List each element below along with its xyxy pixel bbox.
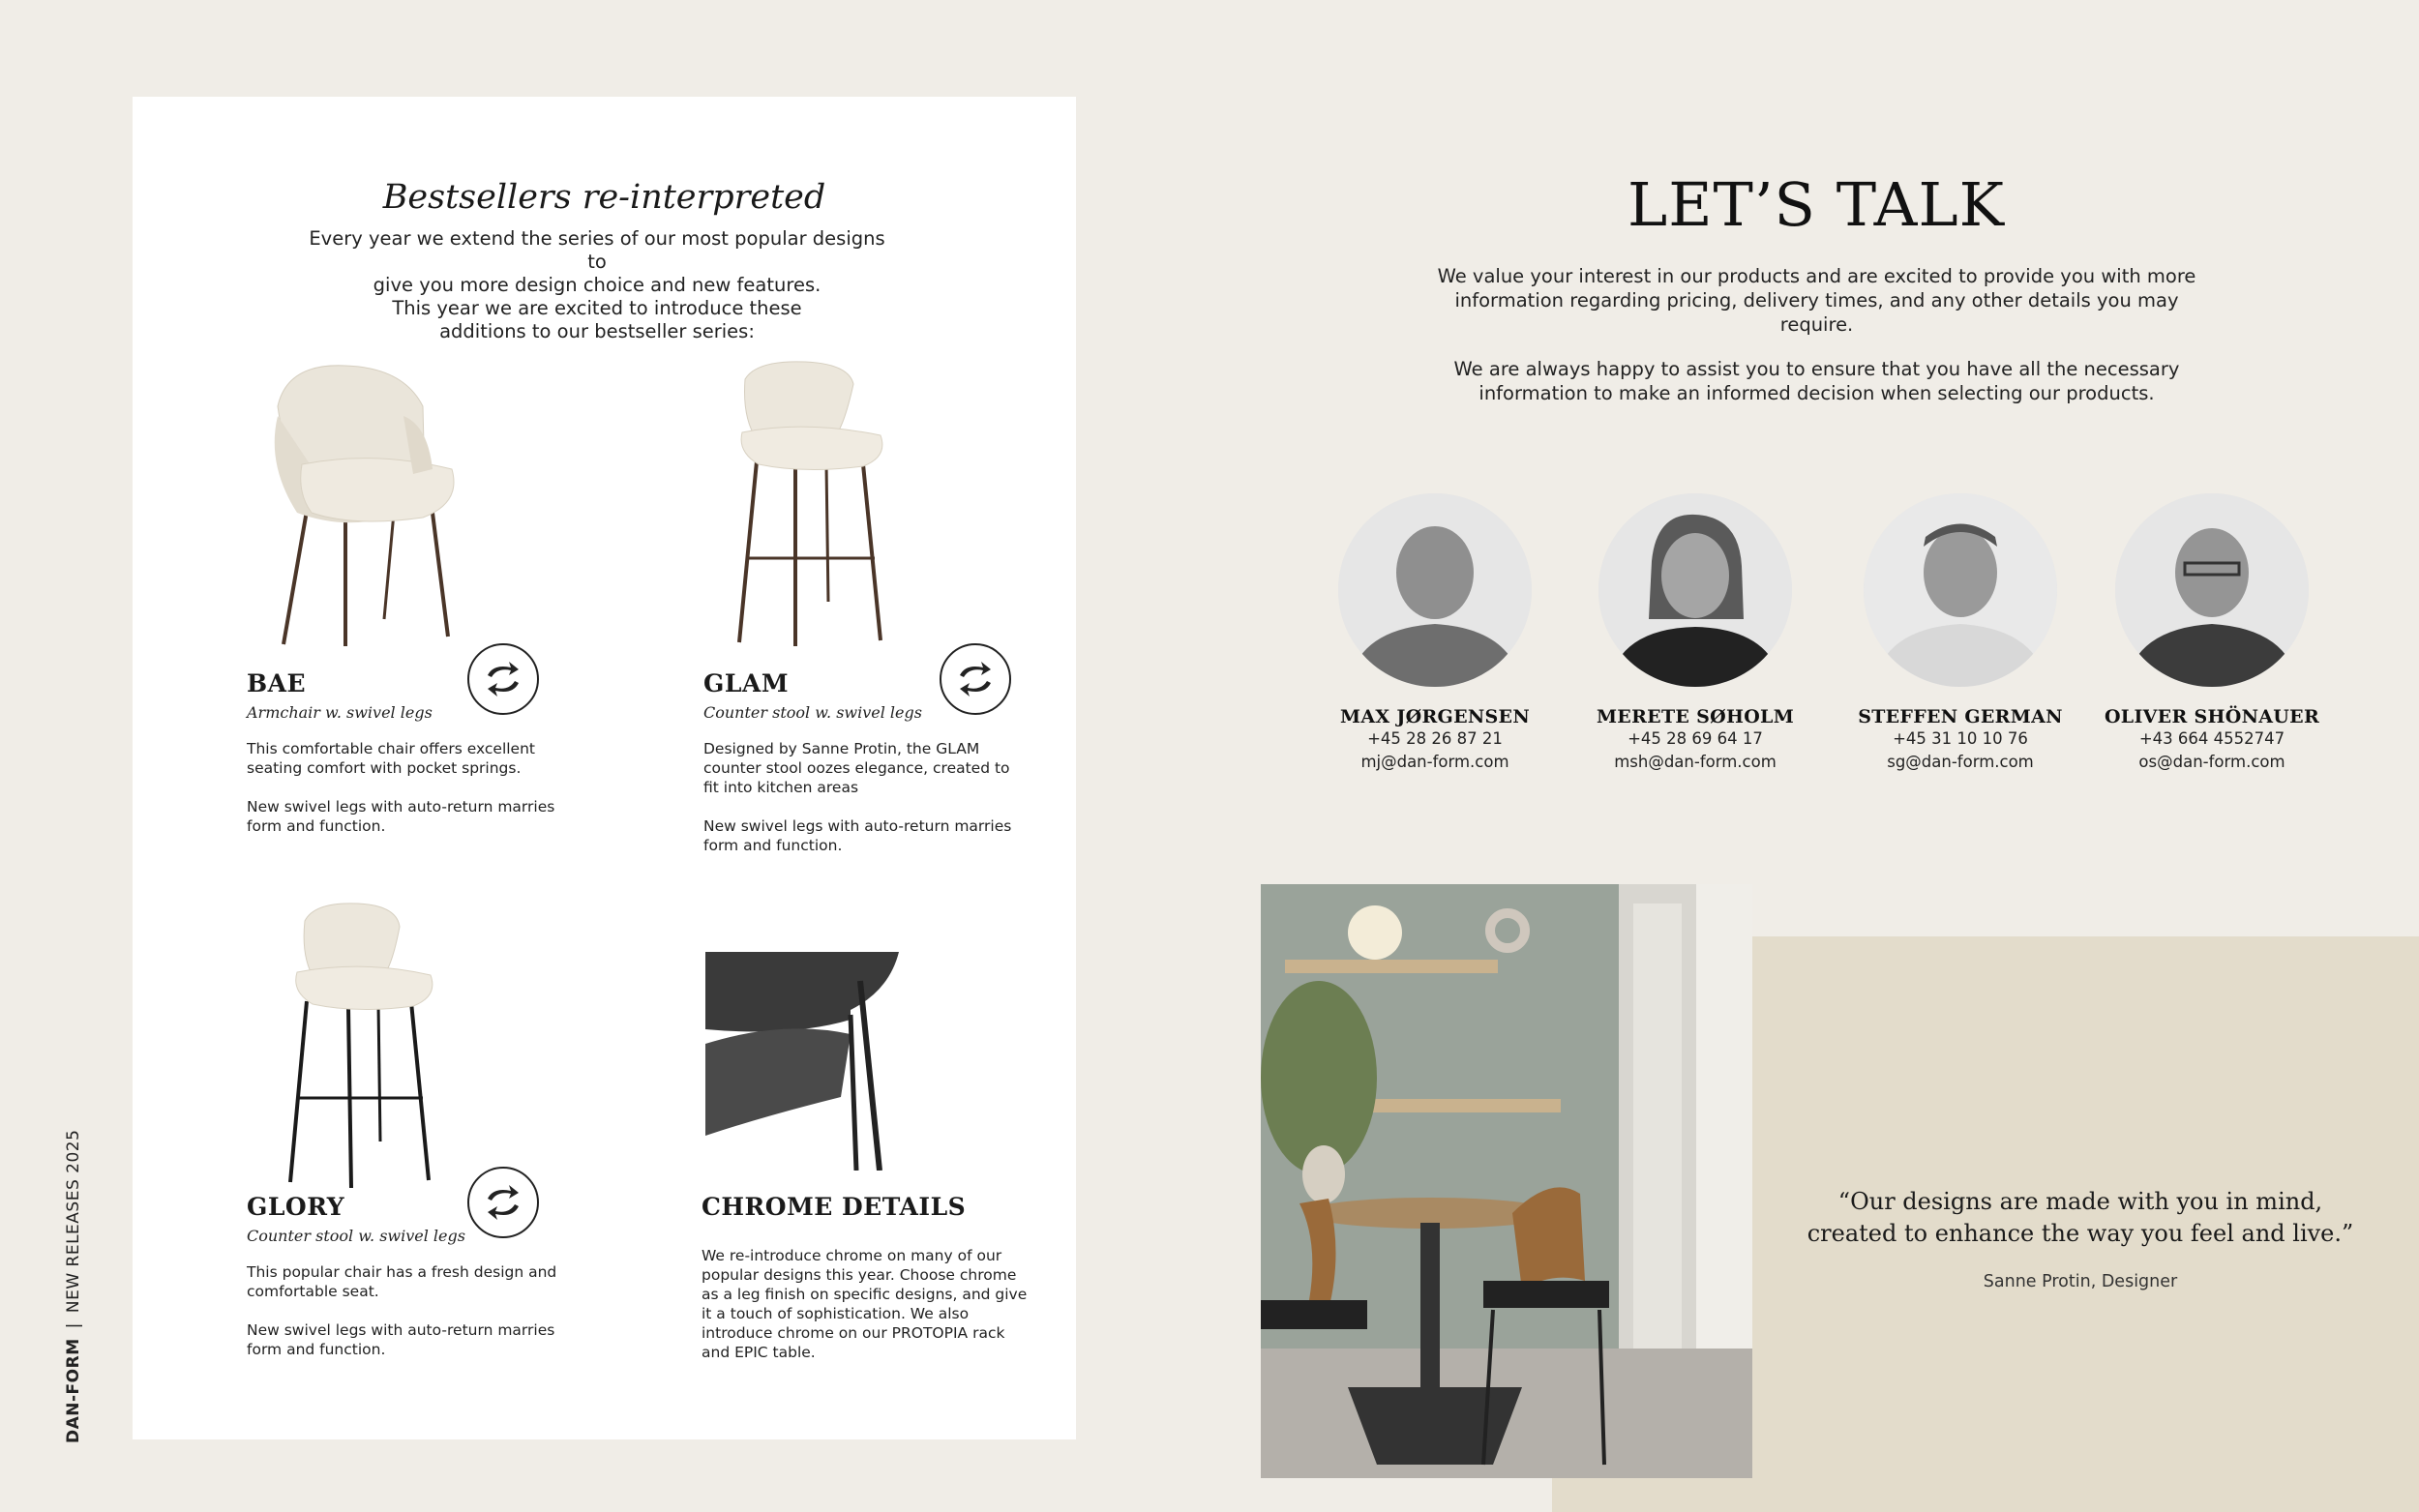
- product-name: BAE: [247, 669, 307, 697]
- product-desc: We re-introduce chrome on many of our popular designs this year. Choose chrome as a leg finish on specific designs, and give it a touch of sophistication. We also introduce chrome on our PROTOPIA rack and EPIC table.: [702, 1247, 1028, 1361]
- contact-name: OLIVER SHÖNAUER: [2104, 706, 2320, 727]
- bae-armchair-image: [258, 358, 471, 648]
- product-name: GLAM: [703, 669, 789, 697]
- spine-edition: NEW RELEASES 2025: [64, 1129, 83, 1314]
- intro-text: [307, 227, 887, 343]
- quote-line: created to enhance the way you feel and live.”: [1807, 1220, 2354, 1247]
- bestsellers-page: [133, 97, 1076, 1439]
- lets-talk-title: LET’S TALK: [1628, 169, 2005, 240]
- avatar: [1598, 493, 1792, 687]
- page-title: Bestsellers re-interpreted: [382, 178, 826, 217]
- spine-separator: |: [64, 1322, 83, 1329]
- intro-line: This year we are excited to introduce these: [392, 297, 802, 319]
- swivel-icon: [467, 1167, 539, 1238]
- avatar: [1864, 493, 2057, 687]
- intro-line: additions to our bestseller series:: [439, 320, 755, 342]
- contact-phone: +45 28 69 64 17: [1628, 729, 1763, 748]
- product-chrome-details: [702, 1193, 1030, 1381]
- contact-email[interactable]: sg@dan-form.com: [1887, 753, 2034, 771]
- glam-stool-image: [718, 360, 902, 650]
- contact-phone: +45 28 26 87 21: [1367, 729, 1503, 748]
- contact-email[interactable]: msh@dan-form.com: [1614, 753, 1777, 771]
- product-desc: New swivel legs with auto-return marries form and function.: [247, 1321, 555, 1358]
- glory-stool-image: [276, 900, 450, 1190]
- product-desc: This popular chair has a fresh design and comfortable seat.: [247, 1263, 557, 1300]
- product-desc: New swivel legs with auto-return marries form and function.: [703, 817, 1012, 854]
- contact-phone: +45 31 10 10 76: [1893, 729, 2028, 748]
- intro-line: Every year we extend the series of our most popular designs to: [309, 227, 885, 273]
- swivel-icon: [940, 643, 1011, 715]
- avatar: [1338, 493, 1532, 687]
- product-subtitle: Counter stool w. swivel legs: [703, 703, 922, 722]
- product-desc: New swivel legs with auto-return marries form and function.: [247, 798, 555, 835]
- designer-quote: [1800, 1186, 2361, 1250]
- contact-name: MAX JØRGENSEN: [1339, 706, 1530, 727]
- product-name: CHROME DETAILS: [702, 1193, 967, 1221]
- product-subtitle: Counter stool w. swivel legs: [247, 1227, 465, 1245]
- product-subtitle: Armchair w. swivel legs: [247, 703, 433, 722]
- intro-paragraph: We value your interest in our products and are excited to provide you with more information regarding pricing, delivery times, and any other details you may require.: [1437, 265, 2196, 336]
- contact-name: STEFFEN GERMAN: [1858, 706, 2063, 727]
- product-name: GLORY: [247, 1193, 345, 1221]
- spine-text: [64, 1037, 93, 1443]
- intro-line: give you more design choice and new features.: [373, 274, 821, 296]
- contact-card: [1299, 493, 1570, 774]
- swivel-icon: [467, 643, 539, 715]
- quote-author: Sanne Protin, Designer: [1983, 1272, 2178, 1291]
- contact-card: [1560, 493, 1831, 774]
- spine-brand: DAN-FORM: [64, 1338, 83, 1443]
- contact-card: [2076, 493, 2347, 774]
- contact-card: [1825, 493, 2096, 774]
- product-desc: This comfortable chair offers excellent seating comfort with pocket springs.: [247, 740, 535, 777]
- contact-phone: +43 664 4552747: [2138, 729, 2285, 748]
- intro-paragraph: We are always happy to assist you to ensure that you have all the necessary information to make an informed decision when selecting our products.: [1453, 358, 2180, 404]
- contact-email[interactable]: os@dan-form.com: [2138, 753, 2285, 771]
- contact-name: MERETE SØHOLM: [1596, 706, 1795, 727]
- product-desc: Designed by Sanne Protin, the GLAM counter stool oozes elegance, created to fit into kitchen areas: [703, 740, 1010, 796]
- avatar: [2115, 493, 2309, 687]
- chrome-detail-image: [705, 952, 899, 1171]
- contact-email[interactable]: mj@dan-form.com: [1360, 753, 1509, 771]
- quote-line: “Our designs are made with you in mind,: [1837, 1188, 2323, 1215]
- dining-room-photo: [1261, 884, 1752, 1478]
